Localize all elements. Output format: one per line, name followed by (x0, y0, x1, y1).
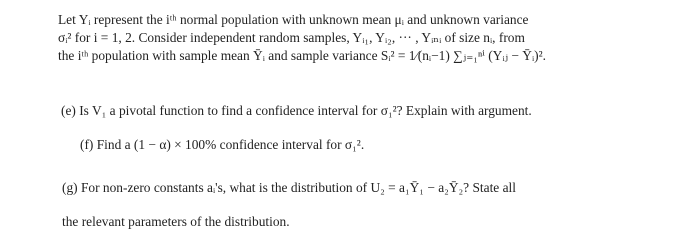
question-f: (f) Find a (1 − α) × 100% confidence interval for σ₁². (80, 137, 365, 152)
question-e: (e) Is V₁ a pivotal function to find a confidence interval for σ₁²? Explain with argument. (61, 103, 532, 118)
intro-line-1: Let Yᵢ represent the iᵗʰ normal population with unknown mean μᵢ and unknown variance (58, 12, 529, 27)
question-g-line-1: (g) For non-zero constants aᵢ's, what is the distribution of U₂ = a₁Ȳ₁ − a₂Ȳ₂? State all (62, 180, 516, 195)
intro-line-3: the iᵗʰ population with sample mean Ȳᵢ and sample variance Sᵢ² = 1⁄(nᵢ−1) ∑ⱼ₌₁ⁿⁱ (Yᵢⱼ − Ȳᵢ)². (58, 48, 546, 63)
question-g-line-2: the relevant parameters of the distribution. (62, 214, 290, 229)
intro-line-2: σᵢ² for i = 1, 2. Consider independent random samples, Yᵢ₁, Yᵢ₂, ··· , Yᵢₙᵢ of size nᵢ, from (58, 30, 525, 45)
